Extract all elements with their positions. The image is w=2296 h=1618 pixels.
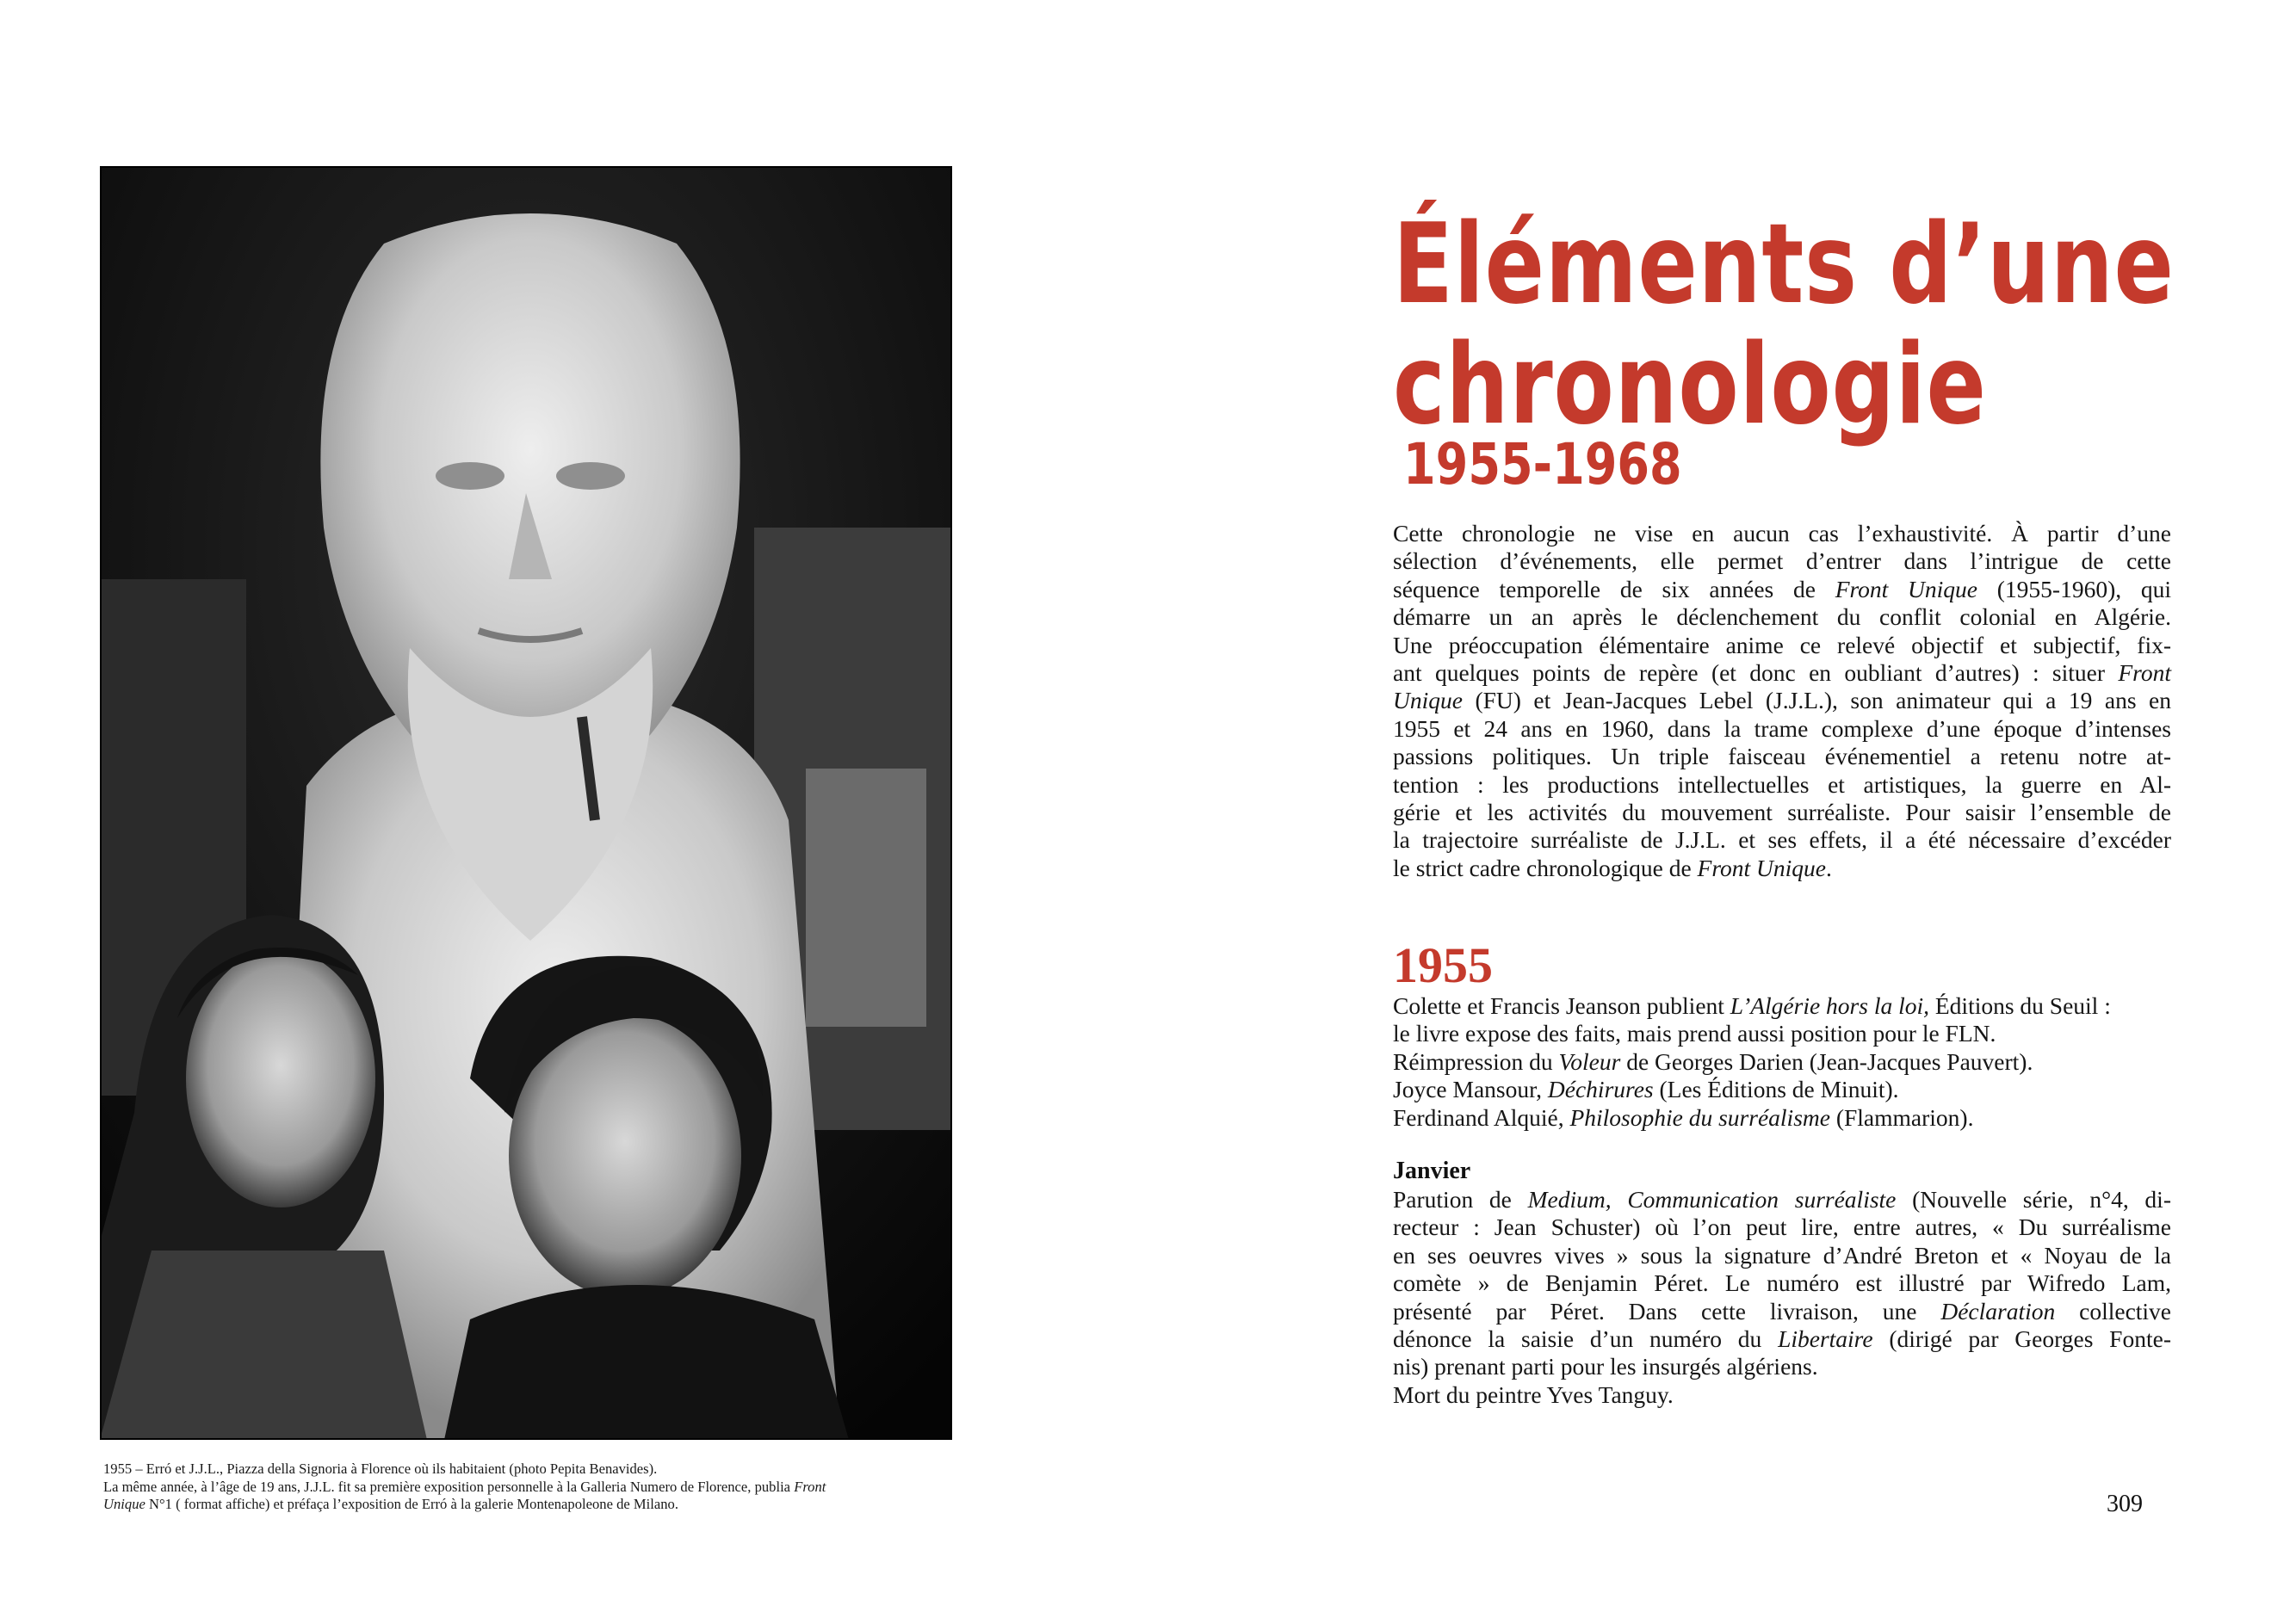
text-line: recteur : Jean Schuster) où l’on peut lire, entre autres, « Du surréalisme xyxy=(1393,1214,2171,1241)
bust-photograph xyxy=(100,166,952,1440)
events-1955 xyxy=(1393,992,2171,1132)
event-line: Joyce Mansour, Déchirures (Les Éditions de Minuit). xyxy=(1393,1076,1899,1103)
year-range: 1955-1968 xyxy=(1403,431,1682,497)
intro-paragraph xyxy=(1393,520,2171,882)
text-line: sélection d’événements, elle permet d’entrer dans l’intrigue de cette xyxy=(1393,547,2171,575)
caption-line: Unique N°1 ( format affiche) et préfaça l’exposition de Erró à la galerie Montenapoleone de Milano. xyxy=(103,1496,678,1512)
text-line: en ses oeuvres vives » sous la signature d’André Breton et « Noyau de la xyxy=(1393,1241,2171,1269)
text-line: dénonce la saisie d’un numéro du Libertaire (dirigé par Georges Fonte- xyxy=(1393,1325,2171,1353)
photo-caption xyxy=(103,1461,964,1514)
text-line: Parution de Medium, Communication surréaliste (Nouvelle série, n°4, di- xyxy=(1393,1186,2171,1213)
text-line: Une préoccupation élémentaire anime ce relevé objectif et subjectif, fix- xyxy=(1393,631,2171,658)
page-title xyxy=(1393,201,2175,449)
event-line: le livre expose des faits, mais prend aussi position pour le FLN. xyxy=(1393,1020,1996,1047)
page-number: 309 xyxy=(2107,1491,2143,1517)
event-line: Ferdinand Alquié, Philosophie du surréalisme (Flammarion). xyxy=(1393,1103,1974,1131)
text-line: Cette chronologie ne vise en aucun cas l’exhaustivité. À partir d’une xyxy=(1393,520,2171,547)
event-line: Réimpression du Voleur de Georges Darien (Jean-Jacques Pauvert). xyxy=(1393,1047,2033,1075)
text-line: nis) prenant parti pour les insurgés algériens. xyxy=(1393,1353,1818,1380)
text-line: gérie et les activités du mouvement surréaliste. Pour saisir l’ensemble de xyxy=(1393,799,2171,826)
text-line: démarre un an après le déclenchement du conflit colonial en Algérie. xyxy=(1393,603,2171,631)
caption-line: La même année, à l’âge de 19 ans, J.J.L. fit sa première exposition personnelle à la Galleria Numero de Florence, publia Front xyxy=(103,1478,826,1495)
text-line: comète » de Benjamin Péret. Le numéro est illustré par Wifredo Lam, xyxy=(1393,1269,2171,1297)
text-line: présenté par Péret. Dans cette livraison, une Déclaration collective xyxy=(1393,1297,2172,1325)
title-line-1: Éléments d’une xyxy=(1393,201,2175,329)
text-line: ant quelques points de repère (et donc en oubliant d’autres) : situer Front xyxy=(1393,659,2171,687)
text-line: le strict cadre chronologique de Front Unique. xyxy=(1393,854,1832,881)
text-line: tention : les productions intellectuelles et artistiques, la guerre en Al- xyxy=(1393,770,2171,798)
caption-line: 1955 – Erró et J.J.L., Piazza della Signoria à Florence où ils habitaient (photo Pepita Benavides). xyxy=(103,1461,658,1477)
year-heading-1955: 1955 xyxy=(1393,937,1493,993)
month-heading-janvier: Janvier xyxy=(1393,1158,1471,1184)
text-line: séquence temporelle de six années de Front Unique (1955-1960), qui xyxy=(1393,575,2172,602)
text-line: 1955 et 24 ans en 1960, dans la trame complexe d’une époque d’intenses xyxy=(1393,714,2171,742)
title-line-2: chronologie xyxy=(1393,321,1987,449)
photo-illustration xyxy=(100,166,952,1440)
text-line: passions politiques. Un triple faisceau événementiel a retenu notre at- xyxy=(1393,743,2171,770)
janvier-paragraph xyxy=(1393,1186,2171,1409)
text-line: Unique (FU) et Jean-Jacques Lebel (J.J.L.), son animateur qui a 19 ans en xyxy=(1393,687,2171,714)
text-line: Mort du peintre Yves Tanguy. xyxy=(1393,1380,1674,1408)
event-line: Colette et Francis Jeanson publient L’Algérie hors la loi, Éditions du Seuil : xyxy=(1393,992,2111,1019)
text-line: la trajectoire surréaliste de J.J.L. et ses effets, il a été nécessaire d’excéder xyxy=(1393,826,2171,854)
